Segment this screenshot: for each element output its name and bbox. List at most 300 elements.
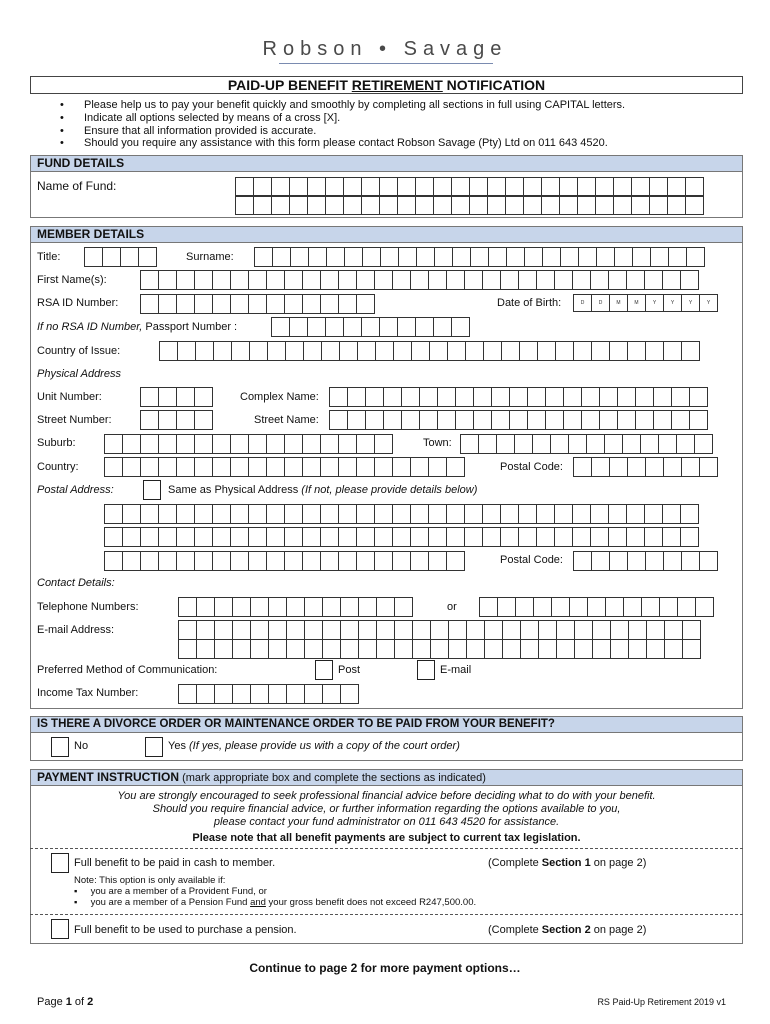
char-box[interactable]: [644, 504, 663, 524]
email-input-row2[interactable]: [178, 639, 701, 659]
char-box[interactable]: [568, 434, 587, 454]
pension-option-checkbox[interactable]: [51, 919, 69, 939]
street-number-input[interactable]: [140, 410, 213, 430]
char-box[interactable]: [551, 597, 570, 617]
char-box[interactable]: [604, 434, 623, 454]
char-box[interactable]: [523, 177, 542, 197]
char-box[interactable]: [284, 294, 303, 314]
char-box[interactable]: [307, 317, 326, 337]
char-box[interactable]: [140, 504, 159, 524]
char-box[interactable]: [158, 504, 177, 524]
char-box[interactable]: [140, 410, 159, 430]
char-box[interactable]: [394, 639, 413, 659]
char-box[interactable]: [699, 551, 718, 571]
char-box[interactable]: [212, 434, 231, 454]
char-box[interactable]: [266, 527, 285, 547]
char-box[interactable]: [614, 247, 633, 267]
postal-code-input[interactable]: [573, 457, 718, 477]
char-box[interactable]: [253, 177, 272, 197]
char-box[interactable]: [415, 195, 434, 215]
complex-name-input[interactable]: [329, 387, 708, 407]
char-box[interactable]: [415, 317, 434, 337]
char-box[interactable]: [266, 434, 285, 454]
char-box[interactable]: [284, 551, 303, 571]
char-box[interactable]: [667, 177, 686, 197]
char-box[interactable]: [676, 434, 695, 454]
char-box[interactable]: [609, 551, 628, 571]
char-box[interactable]: [322, 684, 341, 704]
char-box[interactable]: [361, 195, 380, 215]
char-box[interactable]: [626, 504, 645, 524]
char-box[interactable]: [347, 410, 366, 430]
char-box[interactable]: [491, 387, 510, 407]
char-box[interactable]: [286, 684, 305, 704]
char-box[interactable]: [574, 639, 593, 659]
char-box[interactable]: [212, 457, 231, 477]
char-box[interactable]: [302, 504, 321, 524]
char-box[interactable]: [505, 177, 524, 197]
char-box[interactable]: [446, 457, 465, 477]
street-name-input[interactable]: [329, 410, 708, 430]
dob-input[interactable]: [573, 294, 718, 312]
char-box[interactable]: [649, 177, 668, 197]
char-box[interactable]: [484, 620, 503, 640]
char-box[interactable]: [419, 387, 438, 407]
char-box[interactable]: [662, 504, 681, 524]
char-box[interactable]: [340, 620, 359, 640]
char-box[interactable]: [577, 177, 596, 197]
char-box[interactable]: [563, 410, 582, 430]
fund-name-boxes-row2[interactable]: [235, 195, 704, 215]
char-box[interactable]: [176, 551, 195, 571]
char-box[interactable]: [573, 341, 592, 361]
char-box[interactable]: [343, 177, 362, 197]
char-box[interactable]: [214, 597, 233, 617]
char-box[interactable]: [194, 270, 213, 290]
char-box[interactable]: [394, 620, 413, 640]
char-box[interactable]: [356, 294, 375, 314]
char-box[interactable]: [140, 434, 159, 454]
char-box[interactable]: [176, 457, 195, 477]
char-box[interactable]: [343, 317, 362, 337]
char-box[interactable]: [230, 504, 249, 524]
char-box[interactable]: [609, 341, 628, 361]
postal-address-line1[interactable]: [104, 504, 699, 524]
char-box[interactable]: [271, 195, 290, 215]
char-box[interactable]: [392, 457, 411, 477]
char-box[interactable]: [304, 620, 323, 640]
char-box[interactable]: [140, 387, 159, 407]
char-box[interactable]: [196, 684, 215, 704]
char-box[interactable]: [411, 341, 430, 361]
char-box[interactable]: [681, 341, 700, 361]
char-box[interactable]: [433, 317, 452, 337]
char-box[interactable]: [178, 684, 197, 704]
char-box[interactable]: [284, 434, 303, 454]
char-box[interactable]: [248, 504, 267, 524]
char-box[interactable]: [320, 527, 339, 547]
char-box[interactable]: [194, 504, 213, 524]
char-box[interactable]: [176, 527, 195, 547]
char-box[interactable]: [591, 457, 610, 477]
char-box[interactable]: [644, 527, 663, 547]
char-box[interactable]: [664, 620, 683, 640]
char-box[interactable]: [320, 504, 339, 524]
char-box[interactable]: [302, 551, 321, 571]
char-box[interactable]: [213, 341, 232, 361]
char-box[interactable]: [338, 270, 357, 290]
char-box[interactable]: [122, 457, 141, 477]
char-box[interactable]: [627, 341, 646, 361]
char-box[interactable]: [605, 597, 624, 617]
char-box[interactable]: [140, 457, 159, 477]
char-box[interactable]: [645, 341, 664, 361]
char-box[interactable]: [437, 410, 456, 430]
char-box[interactable]: [520, 639, 539, 659]
char-box[interactable]: [541, 177, 560, 197]
char-box[interactable]: [303, 341, 322, 361]
char-box[interactable]: [509, 387, 528, 407]
char-box[interactable]: [268, 597, 287, 617]
char-box[interactable]: [248, 551, 267, 571]
char-box[interactable]: [497, 597, 516, 617]
char-box[interactable]: [212, 527, 231, 547]
char-box[interactable]: [623, 597, 642, 617]
char-box[interactable]: [340, 597, 359, 617]
char-box[interactable]: [581, 387, 600, 407]
char-box[interactable]: [653, 410, 672, 430]
char-box[interactable]: [483, 341, 502, 361]
char-box[interactable]: [527, 410, 546, 430]
char-box[interactable]: [681, 551, 700, 571]
char-box[interactable]: [321, 341, 340, 361]
char-box[interactable]: [374, 504, 393, 524]
char-box[interactable]: [685, 177, 704, 197]
suburb-input[interactable]: [104, 434, 393, 454]
char-box[interactable]: [591, 551, 610, 571]
char-box[interactable]: [464, 504, 483, 524]
char-box[interactable]: [284, 270, 303, 290]
char-box[interactable]: [289, 317, 308, 337]
char-box[interactable]: [532, 434, 551, 454]
char-box[interactable]: [590, 504, 609, 524]
char-box[interactable]: [590, 270, 609, 290]
char-box[interactable]: [338, 457, 357, 477]
char-box[interactable]: [410, 527, 429, 547]
char-box[interactable]: [487, 195, 506, 215]
char-box[interactable]: [518, 504, 537, 524]
char-box[interactable]: [266, 504, 285, 524]
char-box[interactable]: [610, 620, 629, 640]
same-as-physical-checkbox[interactable]: [143, 480, 161, 500]
char-box[interactable]: [555, 341, 574, 361]
char-box[interactable]: [232, 684, 251, 704]
char-box[interactable]: [177, 341, 196, 361]
char-box[interactable]: [473, 410, 492, 430]
char-box[interactable]: [322, 620, 341, 640]
char-box[interactable]: [122, 527, 141, 547]
char-box[interactable]: [646, 639, 665, 659]
char-box[interactable]: [538, 620, 557, 640]
char-box[interactable]: [581, 410, 600, 430]
char-box[interactable]: [505, 195, 524, 215]
title-input[interactable]: [84, 247, 157, 267]
char-box[interactable]: [596, 247, 615, 267]
char-box[interactable]: [212, 504, 231, 524]
char-box[interactable]: [176, 294, 195, 314]
char-box[interactable]: [176, 504, 195, 524]
char-box[interactable]: [302, 434, 321, 454]
char-box[interactable]: [286, 597, 305, 617]
char-box[interactable]: [271, 177, 290, 197]
char-box[interactable]: [469, 195, 488, 215]
char-box[interactable]: [214, 620, 233, 640]
char-box[interactable]: [380, 247, 399, 267]
char-box[interactable]: [176, 270, 195, 290]
char-box[interactable]: [320, 551, 339, 571]
char-box[interactable]: [232, 597, 251, 617]
char-box[interactable]: [595, 195, 614, 215]
char-box[interactable]: [374, 270, 393, 290]
char-box[interactable]: [374, 551, 393, 571]
char-box[interactable]: [232, 620, 251, 640]
char-box[interactable]: [680, 504, 699, 524]
char-box[interactable]: [599, 410, 618, 430]
char-box[interactable]: [302, 270, 321, 290]
char-box[interactable]: [473, 387, 492, 407]
char-box[interactable]: [658, 434, 677, 454]
char-box[interactable]: [356, 434, 375, 454]
char-box[interactable]: [253, 195, 272, 215]
char-box[interactable]: [550, 434, 569, 454]
char-box[interactable]: [609, 457, 628, 477]
divorce-yes-checkbox[interactable]: [145, 737, 163, 757]
char-box[interactable]: [195, 341, 214, 361]
char-box[interactable]: [285, 341, 304, 361]
char-box[interactable]: [401, 410, 420, 430]
postal-address-line2[interactable]: [104, 527, 699, 547]
char-box[interactable]: [410, 551, 429, 571]
char-box[interactable]: [176, 387, 195, 407]
rsa-id-input[interactable]: [140, 294, 375, 314]
char-box[interactable]: [212, 270, 231, 290]
char-box[interactable]: [649, 195, 668, 215]
char-box[interactable]: [230, 457, 249, 477]
char-box[interactable]: [608, 270, 627, 290]
char-box[interactable]: [682, 639, 701, 659]
char-box[interactable]: [289, 195, 308, 215]
char-box[interactable]: [501, 341, 520, 361]
char-box[interactable]: [554, 270, 573, 290]
char-box[interactable]: [122, 434, 141, 454]
char-box[interactable]: [248, 270, 267, 290]
char-box[interactable]: [268, 639, 287, 659]
char-box[interactable]: [685, 195, 704, 215]
char-box[interactable]: [653, 387, 672, 407]
char-box[interactable]: [689, 387, 708, 407]
char-box[interactable]: [545, 410, 564, 430]
char-box[interactable]: [466, 639, 485, 659]
char-box[interactable]: [428, 527, 447, 547]
char-box[interactable]: [448, 620, 467, 640]
char-box[interactable]: [410, 270, 429, 290]
char-box[interactable]: [671, 410, 690, 430]
char-box[interactable]: [230, 270, 249, 290]
char-box[interactable]: [487, 177, 506, 197]
char-box[interactable]: [249, 341, 268, 361]
char-box[interactable]: [470, 247, 489, 267]
char-box[interactable]: [392, 504, 411, 524]
char-box[interactable]: [682, 620, 701, 640]
char-box[interactable]: [559, 177, 578, 197]
char-box[interactable]: [307, 195, 326, 215]
char-box[interactable]: [640, 434, 659, 454]
email-input-row1[interactable]: [178, 620, 701, 640]
char-box[interactable]: [322, 639, 341, 659]
char-box[interactable]: [284, 527, 303, 547]
char-box[interactable]: [158, 527, 177, 547]
char-box[interactable]: [122, 504, 141, 524]
char-box[interactable]: [430, 639, 449, 659]
char-box[interactable]: [631, 177, 650, 197]
char-box[interactable]: [650, 247, 669, 267]
char-box[interactable]: [428, 504, 447, 524]
char-box[interactable]: [272, 247, 291, 267]
char-box[interactable]: [248, 457, 267, 477]
char-box[interactable]: [178, 620, 197, 640]
char-box[interactable]: [519, 341, 538, 361]
char-box[interactable]: [500, 270, 519, 290]
char-box[interactable]: [556, 639, 575, 659]
char-box[interactable]: [158, 434, 177, 454]
char-box[interactable]: [286, 620, 305, 640]
char-box[interactable]: [599, 387, 618, 407]
char-box[interactable]: [488, 247, 507, 267]
char-box[interactable]: [271, 317, 290, 337]
char-box[interactable]: [527, 387, 546, 407]
char-box[interactable]: [347, 387, 366, 407]
char-box[interactable]: [158, 294, 177, 314]
char-box[interactable]: [307, 177, 326, 197]
char-box[interactable]: [397, 317, 416, 337]
cash-option-checkbox[interactable]: [51, 853, 69, 873]
char-box[interactable]: [358, 620, 377, 640]
char-box[interactable]: [401, 387, 420, 407]
char-box[interactable]: [569, 597, 588, 617]
char-box[interactable]: [451, 177, 470, 197]
char-box[interactable]: [545, 387, 564, 407]
char-box[interactable]: [176, 434, 195, 454]
char-box[interactable]: [158, 387, 177, 407]
char-box[interactable]: [595, 177, 614, 197]
char-box[interactable]: [320, 294, 339, 314]
char-box[interactable]: [617, 387, 636, 407]
char-box[interactable]: [491, 410, 510, 430]
char-box[interactable]: [248, 527, 267, 547]
char-box[interactable]: [541, 195, 560, 215]
char-box[interactable]: [356, 270, 375, 290]
char-box[interactable]: [627, 551, 646, 571]
char-box[interactable]: [325, 195, 344, 215]
char-box[interactable]: [591, 341, 610, 361]
char-box[interactable]: [120, 247, 139, 267]
char-box[interactable]: [632, 247, 651, 267]
char-box[interactable]: [358, 639, 377, 659]
char-box[interactable]: [356, 527, 375, 547]
char-box[interactable]: [320, 457, 339, 477]
char-box[interactable]: [433, 195, 452, 215]
char-box[interactable]: [465, 341, 484, 361]
char-box[interactable]: [248, 434, 267, 454]
char-box[interactable]: [482, 504, 501, 524]
char-box[interactable]: [338, 294, 357, 314]
char-box[interactable]: [502, 620, 521, 640]
char-box[interactable]: [572, 527, 591, 547]
char-box[interactable]: [573, 457, 592, 477]
char-box[interactable]: [358, 597, 377, 617]
char-box[interactable]: [304, 597, 323, 617]
char-box[interactable]: [362, 247, 381, 267]
char-box[interactable]: [104, 457, 123, 477]
char-box[interactable]: [533, 597, 552, 617]
telephone-input-2[interactable]: [479, 597, 714, 617]
char-box[interactable]: [686, 247, 705, 267]
char-box[interactable]: [482, 270, 501, 290]
char-box[interactable]: [478, 434, 497, 454]
char-box[interactable]: [460, 434, 479, 454]
char-box[interactable]: [430, 620, 449, 640]
char-box[interactable]: [158, 551, 177, 571]
char-box[interactable]: [628, 620, 647, 640]
char-box[interactable]: [663, 341, 682, 361]
char-box[interactable]: [338, 551, 357, 571]
char-box[interactable]: [586, 434, 605, 454]
char-box[interactable]: [329, 410, 348, 430]
char-box[interactable]: [286, 639, 305, 659]
char-box[interactable]: [235, 177, 254, 197]
char-box[interactable]: [393, 341, 412, 361]
char-box[interactable]: [429, 341, 448, 361]
surname-input[interactable]: [254, 247, 705, 267]
char-box[interactable]: [320, 270, 339, 290]
char-box[interactable]: [325, 177, 344, 197]
char-box[interactable]: [266, 551, 285, 571]
char-box[interactable]: [104, 527, 123, 547]
char-box[interactable]: [140, 527, 159, 547]
char-box[interactable]: [304, 684, 323, 704]
char-box[interactable]: [662, 527, 681, 547]
char-box[interactable]: [677, 597, 696, 617]
char-box[interactable]: [194, 434, 213, 454]
char-box[interactable]: [196, 597, 215, 617]
char-box[interactable]: [196, 639, 215, 659]
char-box[interactable]: [451, 195, 470, 215]
char-box[interactable]: [514, 434, 533, 454]
char-box[interactable]: [681, 457, 700, 477]
char-box[interactable]: [374, 434, 393, 454]
char-box[interactable]: [379, 317, 398, 337]
char-box[interactable]: [506, 247, 525, 267]
char-box[interactable]: [214, 639, 233, 659]
char-box[interactable]: [563, 387, 582, 407]
char-box[interactable]: [104, 504, 123, 524]
char-box[interactable]: [344, 247, 363, 267]
char-box[interactable]: [212, 551, 231, 571]
char-box[interactable]: [635, 410, 654, 430]
char-box[interactable]: [302, 527, 321, 547]
char-box[interactable]: [178, 639, 197, 659]
char-box[interactable]: [662, 270, 681, 290]
